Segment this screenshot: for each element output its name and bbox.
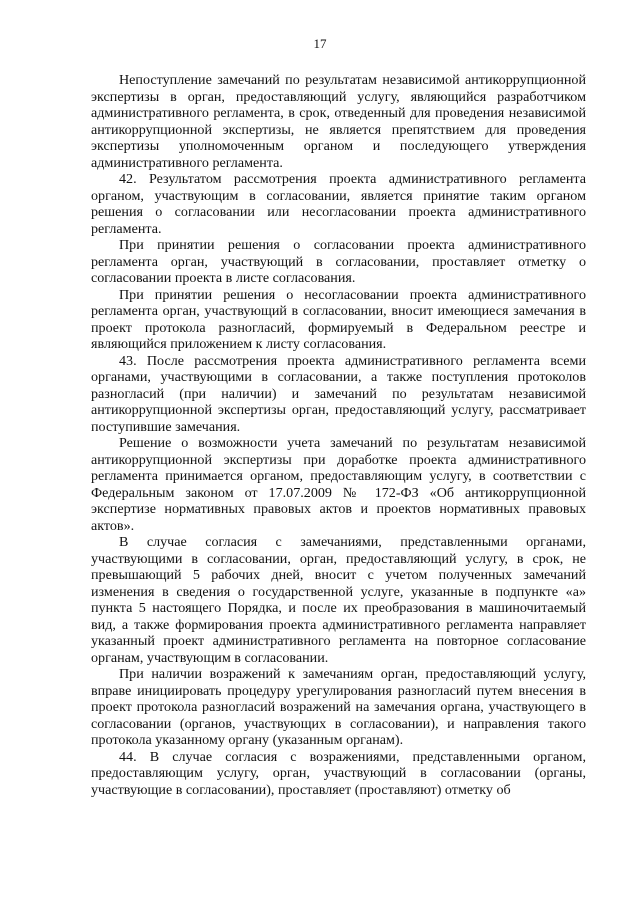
paragraph: При наличии возражений к замечаниям орган, предоставляющий услугу, вправе инициировать процедуру урегулирования разногласий путем внесения в проект протокола разногласий возражений на замечания органа, участвующего в согласовании (органов, участвующих в согласовании), и направления такого протокола указанному органу (указанным органам).	[91, 666, 586, 748]
paragraph: Решение о возможности учета замечаний по результатам независимой антикоррупционной экспертизы при доработке проекта административного регламента принимается органом, предоставляющим услугу, в соответствии с Федеральным законом от 17.07.2009 № 172-ФЗ «Об антикоррупционной экспертизе нормативных правовых актов и проектов нормативных правовых актов».	[91, 435, 586, 534]
paragraph: При принятии решения о несогласовании проекта административного регламента орган, участвующий в согласовании, вносит имеющиеся замечания в проект протокола разногласий, формируемый в Федеральном реестре и являющийся приложением к листу согласования.	[91, 286, 586, 352]
paragraph: В случае согласия с замечаниями, представленными органами, участвующими в согласовании, орган, предоставляющий услугу, в срок, не превышающий 5 рабочих дней, вносит с учетом полученных замечаний изменения в сведения о государственной услуге, указанные в подпункте «а» пункта 5 настоящего Порядка, и после их преобразования в машиночитаемый вид, а также формирования проекта административного регламента направляет указанный проект административного регламента на повторное согласование органам, участвующим в согласовании.	[91, 534, 586, 666]
paragraph: 43. После рассмотрения проекта административного регламента всеми органами, участвующими в согласовании, а также поступления протоколов разногласий (при наличии) и замечаний по результатам независимой антикоррупционной экспертизы орган, предоставляющий услугу, рассматривает поступившие замечания.	[91, 352, 586, 435]
paragraph: 44. В случае согласия с возражениями, представленными органом, предоставляющим услугу, орган, участвующий в согласовании (органы, участвующие в согласовании), проставляет (проставляют) отметку об	[91, 748, 586, 798]
paragraph: 42. Результатом рассмотрения проекта административного регламента органом, участвующим в согласовании, является принятие таким органом решения о согласовании или несогласовании проекта административного регламента.	[91, 171, 586, 237]
page-number: 17	[313, 36, 327, 51]
document-body	[91, 72, 586, 798]
paragraph: Непоступление замечаний по результатам независимой антикоррупционной экспертизы в орган, предоставляющий услугу, являющийся разработчиком административного регламента, в срок, отведенный для проведения независимой антикоррупционной экспертизы, не является препятствием для проведения экспертизы уполномоченным органом и последующего утверждения административного регламента.	[91, 72, 586, 171]
paragraph: При принятии решения о согласовании проекта административного регламента орган, участвующий в согласовании, проставляет отметку о согласовании проекта в листе согласования.	[91, 237, 586, 286]
